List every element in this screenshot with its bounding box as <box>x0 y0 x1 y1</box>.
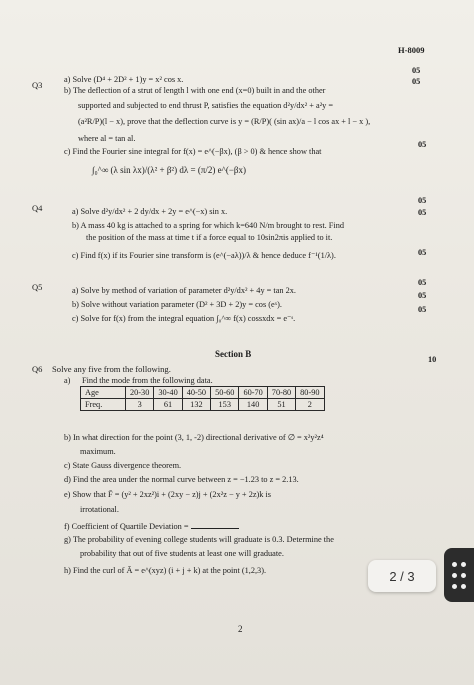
table-cell: 30-40 <box>154 387 182 399</box>
q3b-text-line1: b) The deflection of a strut of length l with one end (x=0) built in and the other <box>64 86 326 95</box>
more-options-button[interactable] <box>444 548 474 602</box>
q5c-text: c) Solve for f(x) from the integral equation ∫₀^∞ f(x) cossxdx = e⁻ˢ. <box>72 314 296 323</box>
q6b-text-line2: maximum. <box>80 447 116 456</box>
q6c-text: c) State Gauss divergence theorem. <box>64 461 182 470</box>
q5a-marks: 05 <box>418 278 427 287</box>
q4b-text-line1: b) A mass 40 kg is attached to a spring for which k=640 N/m brought to rest. Find <box>72 221 344 230</box>
q4b-text-line2: the position of the mass at time t if a force equal to 10sin2πis applied to it. <box>86 233 333 242</box>
q3c-text-line1: c) Find the Fourier sine integral for f(x) = e^(−βx), (β > 0) & hence show that <box>64 147 322 156</box>
q6-intro: Solve any five from the following. <box>52 364 171 374</box>
q4a-text: a) Solve d²y/dx² + 2 dy/dx + 2y = e^(−x) sin x. <box>72 207 228 216</box>
q6f-label: f) Coefficient of Quartile Deviation = <box>64 522 189 531</box>
section-b-heading: Section B <box>215 349 252 359</box>
q3c-integral: ∫₀^∞ (λ sin λx)/(λ² + β²) dλ = (π/2) e^(−βx) <box>92 165 246 175</box>
q3a-marks: 05 <box>412 66 421 75</box>
q5-number: Q5 <box>32 282 43 292</box>
table-cell: 60-70 <box>239 387 267 399</box>
table-cell: 51 <box>267 399 295 411</box>
table-cell: 70-80 <box>267 387 295 399</box>
table-cell: 140 <box>239 399 267 411</box>
q6h-text: h) Find the curl of Ā = e^(xyz) (i + j + k) at the point (1,2,3). <box>64 566 267 575</box>
q4c-marks: 05 <box>418 248 427 257</box>
q5c-marks: 05 <box>418 305 427 314</box>
table-row-freq <box>81 399 325 411</box>
q3-number: Q3 <box>32 80 43 90</box>
q6e-text-line1: e) Show that F̄ = (y² + 2xz²)i + (2xy − z)j + (2x²z − y + 2z)k is <box>64 490 272 499</box>
table-cell: 2 <box>296 399 324 411</box>
q3b-text-line2: supported and subjected to end thrust P, satisfies the equation d²y/dx² + a²y = <box>78 101 334 110</box>
q3c-marks: 05 <box>418 140 427 149</box>
table-cell: 80-90 <box>296 387 324 399</box>
q5b-text: b) Solve without variation parameter (D² + 3D + 2)y = cos (eˣ). <box>72 300 282 309</box>
page-number: 2 <box>238 624 243 634</box>
dots-grid-icon-row <box>452 584 466 589</box>
table-cell: 20-30 <box>126 387 154 399</box>
table-row-age <box>81 387 325 399</box>
q4b-marks: 05 <box>418 208 427 217</box>
q4-number: Q4 <box>32 203 43 213</box>
q3b-marks: 05 <box>412 77 421 86</box>
table-cell: 132 <box>182 399 210 411</box>
q4a-marks: 05 <box>418 196 427 205</box>
table-cell: 61 <box>154 399 182 411</box>
q6f-text <box>64 520 239 532</box>
q6-number: Q6 <box>32 364 43 374</box>
q5a-text: a) Solve by method of variation of parameter d²y/dx² + 4y = tan 2x. <box>72 286 297 295</box>
q6-marks: 10 <box>428 355 437 364</box>
table-cell: Freq. <box>81 399 126 411</box>
q6b-text-line1: b) In what direction for the point (3, 1, -2) directional derivative of ∅ = x²y²z⁴ <box>64 433 324 442</box>
dots-grid-icon <box>452 562 466 567</box>
table-cell: 153 <box>211 399 239 411</box>
q6d-text: d) Find the area under the normal curve between z = −1.23 to z = 2.13. <box>64 475 299 484</box>
page-indicator: 2 / 3 <box>368 560 436 592</box>
q3b-text-line3: (a²R/P)(l − x), prove that the deflection curve is y = (R/P)( (sin ax)/a − l cos ax + l − x ), <box>78 117 371 126</box>
table-cell: 50-60 <box>211 387 239 399</box>
paper-code: H-8009 <box>398 45 425 55</box>
q6g-text-line2: probability that out of five students at least one will graduate. <box>80 549 284 558</box>
q3b-text-line4: where al = tan al. <box>78 134 136 143</box>
answer-blank <box>191 520 239 529</box>
dots-grid-icon-row <box>452 573 466 578</box>
q6a-text: Find the mode from the following data. <box>82 376 213 385</box>
table-cell: Age <box>81 387 126 399</box>
q6e-text-line2: irrotational. <box>80 505 119 514</box>
table-cell: 3 <box>126 399 154 411</box>
mode-data-table <box>80 386 325 411</box>
q6g-text-line1: g) The probability of evening college students will graduate is 0.3. Determine the <box>64 535 334 544</box>
table-cell: 40-50 <box>182 387 210 399</box>
q3a-text: a) Solve (D⁴ + 2D² + 1)y = x² cos x. <box>64 75 184 84</box>
q5b-marks: 05 <box>418 291 427 300</box>
q6a-label: a) <box>64 376 71 385</box>
q4c-text: c) Find f(x) if its Fourier sine transform is (e^(−aλ))/λ & hence deduce f⁻¹(1/λ). <box>72 251 336 260</box>
